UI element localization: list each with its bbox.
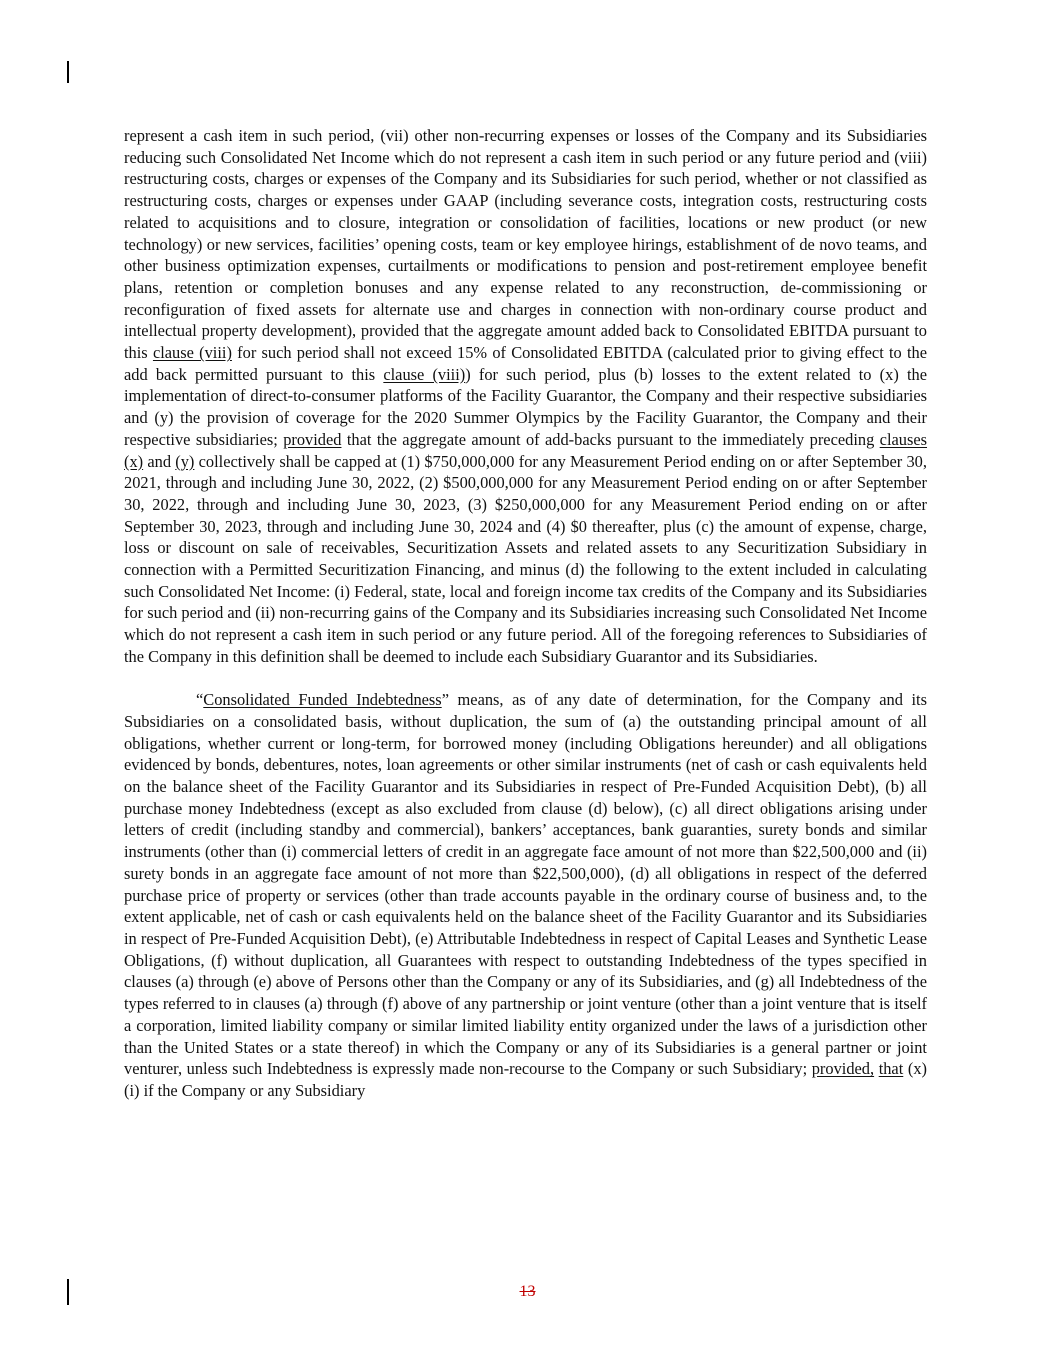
defined-term: Consolidated Funded Indebtedness: [203, 690, 442, 710]
body-text: [124, 125, 927, 1102]
clauses-x-ref: clauses (x): [124, 429, 928, 471]
clause-viii-ref: clause (viii): [152, 343, 232, 363]
clause-viii-ref: clause (viii): [383, 364, 466, 384]
change-bar-top: [67, 61, 69, 83]
page-number: 13: [519, 1283, 536, 1300]
paragraph-ebitda-continued: represent a cash item in such period, (vii) other non-recurring expenses or losses of the Company and its Subsidiaries reducing such Consolidated Net Income which do not represent a cash item in such period or any future period and (viii) restructuring costs, charges or expenses of the Company and its Subsidiaries for such period, whether or not classified as restructuring costs, charges or expenses under GAAP (including severance costs, integration costs, restructuring costs related to acquisitions and to closure, integration or consolidation of facilities, locations or new product (or new technology) or new services, facilities’ opening costs, team or key employee hirings, establishment of de novo teams, and other business optimization expenses, curtailments or modifications to pension and post-retirement employee benefit plans, retention or completion bonuses and any expense related to any reconstruction, de-commissioning or reconfiguration of fixed assets for alternate use and charges in connection with non-ordinary course product and intellectual property development), provided that the aggregate amount added back to Consolidated EBITDA pursuant to this clause (viii) for such period shall not exceed 15% of Consolidated EBITDA (calculated prior to giving effect to the add back permitted pursuant to this clause (viii)) for such period, plus (b) losses to the extent related to (x) the implementation of direct-to-consumer platforms of the Facility Guarantor, the Company and their respective subsidiaries and (y) the provision of coverage for the 2020 Summer Olympics by the Facility Guarantor, the Company and their respective subsidiaries; provided that the aggregate amount of add-backs pursuant to the immediately preceding clauses (x) and (y) collectively shall be capped at (1) $750,000,000 for any Measurement Period ending on or after September 30, 2021, through and including June 30, 2022, (2) $500,000,000 for any Measurement Period ending on or after September 30, 2022, through and including June 30, 2023, (3) $250,000,000 for any Measurement Period ending on or after September 30, 2023, through and including June 30, 2024 and (4) $0 thereafter, plus (c) the amount of expense, charge, loss or discount on sale of receivables, Securitization Assets and related assets to any Securitization Subsidiary in connection with a Permitted Securitization Financing, and minus (d) the following to the extent included in calculating such Consolidated Net Income: (i) Federal, state, local and foreign income tax credits of the Company and its Subsidiaries for such period and (ii) non-recurring gains of the Company and its Subsidiaries increasing such Consolidated Net Income which do not represent a cash item in such period or any future period. All of the foregoing references to Subsidiaries of the Company in this definition shall be deemed to include each Subsidiary Guarantor and its Subsidiaries.: [124, 126, 928, 666]
provided-term: provided,: [811, 1059, 875, 1079]
paragraph-consolidated-funded-indebtedness: “Consolidated Funded Indebtedness” means, as of any date of determination, for the Company and its Subsidiaries on a consolidated basis, without duplication, the sum of (a) the outstanding principal amount of all obligations, whether current or long-term, for borrowed money (including Obligations hereunder) and all obligations evidenced by bonds, debentures, notes, loan agreements or other similar instruments (net of cash or cash equivalents held on the balance sheet of the Facility Guarantor and its Subsidiaries in respect of Pre-Funded Acquisition Debt), (b) all purchase money Indebtedness (except as also excluded from clause (d) below), (c) all direct obligations arising under letters of credit (including standby and commercial), bankers’ acceptances, bank guaranties, surety bonds and similar instruments (other than (i) commercial letters of credit in an aggregate face amount of not more than $22,500,000 and (ii) surety bonds in an aggregate face amount of not more than $22,500,000), (d) all obligations in respect of the deferred purchase price of property or services (other than trade accounts payable in the ordinary course of business and, to the extent applicable, net of cash or cash equivalents held on the balance sheet of the Facility Guarantor and its Subsidiaries in respect of Pre-Funded Acquisition Debt), (e) Attributable Indebtedness in respect of Capital Leases and Synthetic Lease Obligations, (f) without duplication, all Guarantees with respect to outstanding Indebtedness of the types specified in clauses (a) through (e) above of Persons other than the Company or any of its Subsidiaries, and (g) all Indebtedness of the types referred to in clauses (a) through (f) above of any partnership or joint venture (other than a joint venture that is itself a corporation, limited liability company or similar limited liability entity organized under the laws of a jurisdiction other than the United States or a state thereof) in which the Company or any of its Subsidiaries is a general partner or joint venturer, unless such Indebtedness is expressly made non-recourse to the Company or such Subsidiary; provided, that (x)(i) if the Company or any Subsidiary: [124, 690, 927, 1100]
provided-term: provided: [283, 429, 342, 449]
that-term: that: [878, 1059, 904, 1079]
clause-y-ref: (y): [175, 451, 195, 471]
